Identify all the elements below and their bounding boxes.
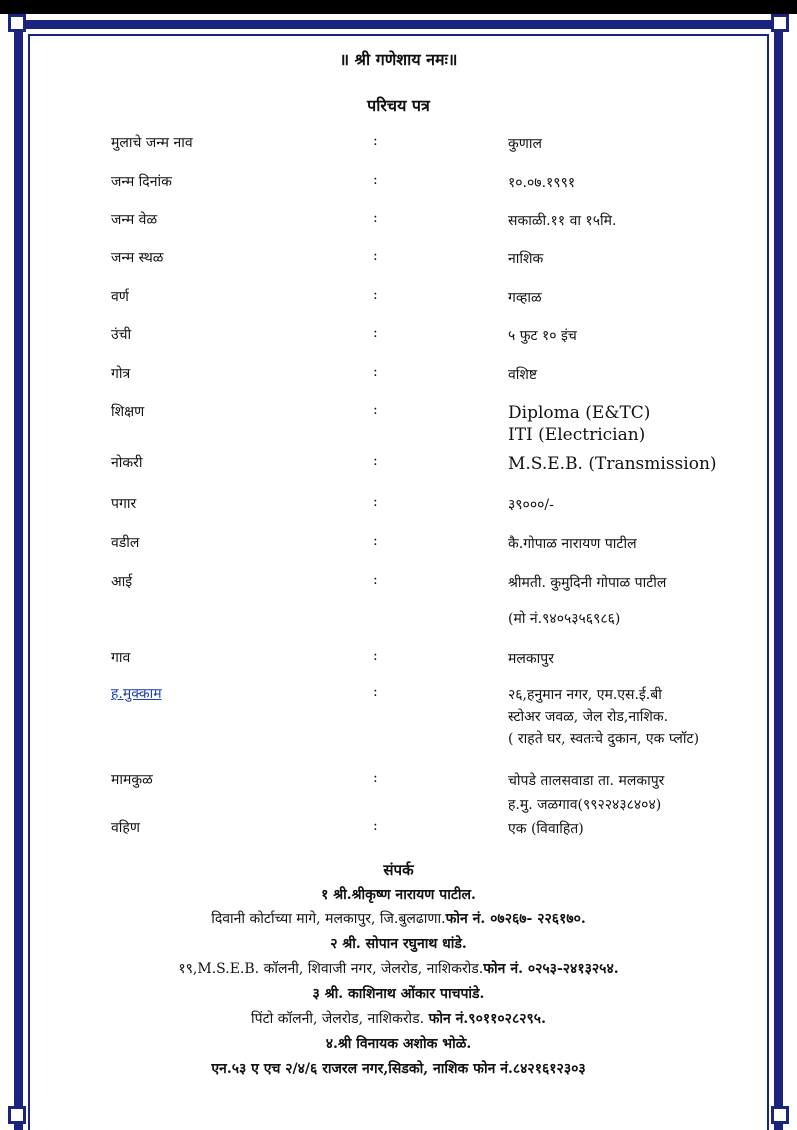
- contact-2-name: २ श्री. सोपान रघुनाथ धांडे.: [330, 936, 467, 952]
- field-value: श्रीमती. कुमुदिनी गोपाळ पाटील: [508, 575, 667, 591]
- field-colon: :: [373, 364, 378, 380]
- field-value-line2: ITI (Electrician): [508, 425, 646, 445]
- contact-1-address: दिवानी कोर्टाच्या मागे, मलकापुर, जि.बुलढाणा.: [211, 911, 446, 927]
- field-label: आई: [111, 574, 133, 590]
- field-label: मामकुळ: [111, 772, 153, 788]
- field-label: नोकरी: [111, 455, 143, 471]
- field-value: M.S.E.B. (Transmission): [508, 454, 717, 474]
- field-value: सकाळी.११ वा १५मि.: [508, 213, 617, 229]
- field-label: शिक्षण: [111, 404, 145, 420]
- field-colon: :: [373, 325, 378, 341]
- contact-2-phone: फोन नं. ०२५३-२४१३२५४.: [483, 961, 619, 977]
- corner-ornament-bottom-left: [8, 1106, 26, 1124]
- field-colon: :: [373, 248, 378, 264]
- contact-4-name: ४.श्री विनायक अशोक भोळे.: [325, 1036, 472, 1052]
- field-label: गोत्र: [111, 366, 131, 382]
- contact-2-line: [0, 959, 797, 978]
- field-colon: :: [373, 172, 378, 188]
- field-value-line3: ( राहते घर, स्वतःचे दुकान, एक प्लॉट): [508, 731, 700, 747]
- field-label: जन्म दिनांक: [111, 174, 172, 190]
- contact-2-address: १९,M.S.E.B. कॉलनी, शिवाजी नगर, जेलरोड, नाशिकरोड.: [178, 961, 484, 977]
- contact-3-phone: फोन नं.९०११०२८२९५.: [428, 1011, 546, 1027]
- contact-1-line: [0, 909, 797, 928]
- field-value: ३९०००/-: [508, 497, 554, 513]
- field-value: एक (विवाहित): [508, 821, 584, 837]
- field-label: जन्म वेळ: [111, 212, 158, 228]
- field-value-line2: ह.मु. जळगाव(९९२२४३८४०४): [508, 797, 662, 813]
- field-colon: :: [373, 287, 378, 303]
- field-label: जन्म स्थळ: [111, 250, 164, 266]
- field-label: पगार: [111, 496, 137, 512]
- corner-ornament-top-left: [8, 14, 26, 32]
- field-value: मलकापुर: [508, 651, 554, 667]
- contact-3-name: ३ श्री. काशिनाथ ओंकार पाचपांडे.: [312, 986, 485, 1002]
- field-colon: :: [373, 533, 378, 549]
- field-label: वर्ण: [111, 289, 129, 305]
- field-colon: :: [373, 402, 378, 418]
- field-colon: :: [373, 770, 378, 786]
- field-value-line2: स्टोअर जवळ, जेल रोड,नाशिक.: [508, 709, 669, 725]
- contact-1-phone: फोन नं. ०७२६७- २२६१७०.: [445, 911, 586, 927]
- field-value: ५ फुट १० इंच: [508, 328, 577, 344]
- contact-3-line: [0, 1009, 797, 1028]
- field-value: Diploma (E&TC): [508, 403, 651, 423]
- field-colon: :: [373, 818, 378, 834]
- page-title: परिचय पत्र: [367, 96, 430, 115]
- field-label: वडील: [111, 535, 140, 551]
- field-colon: :: [373, 494, 378, 510]
- field-value: नाशिक: [508, 251, 544, 267]
- field-value: चोपडे तालसवाडा ता. मलकापुर: [508, 773, 665, 789]
- field-label: वहिण: [111, 820, 140, 836]
- field-colon: :: [373, 453, 378, 469]
- field-colon: :: [373, 572, 378, 588]
- corner-ornament-top-right: [771, 14, 789, 32]
- field-value: कुणाल: [508, 136, 542, 152]
- invocation-heading: ॥ श्री गणेशाय नमः॥: [339, 50, 458, 69]
- field-value: २६,हनुमान नगर, एम.एस.ई.बी: [508, 687, 662, 703]
- field-colon: :: [373, 648, 378, 664]
- field-colon: :: [373, 133, 378, 149]
- contact-4-line: एन.५३ ए एच २/४/६ राजरल नगर,सिडको, नाशिक फोन नं.८४२१६१२३०३: [211, 1061, 586, 1077]
- field-value: कै.गोपाळ नारायण पाटील: [508, 536, 637, 552]
- field-label: उंची: [111, 327, 132, 343]
- field-colon: :: [373, 684, 378, 700]
- corner-ornament-bottom-right: [771, 1106, 789, 1124]
- contact-1-name: १ श्री.श्रीकृष्ण नारायण पाटील.: [321, 887, 476, 903]
- top-black-bar: [0, 0, 797, 14]
- contact-3-address: पिंटो कॉलनी, जेलरोड, नाशिकरोड.: [251, 1011, 425, 1027]
- field-value: गव्हाळ: [508, 290, 542, 306]
- field-value: वशिष्ट: [508, 367, 538, 383]
- field-value: १०.०७.१९९१: [508, 175, 576, 191]
- field-label: गाव: [111, 650, 131, 666]
- contact-title: संपर्क: [383, 861, 414, 879]
- field-colon: :: [373, 210, 378, 226]
- field-label: मुलाचे जन्म नाव: [111, 135, 193, 151]
- residence-link[interactable]: ह.मुक्काम: [111, 686, 162, 702]
- field-value-line2: (मो नं.९४०५३५६९८६): [508, 611, 621, 627]
